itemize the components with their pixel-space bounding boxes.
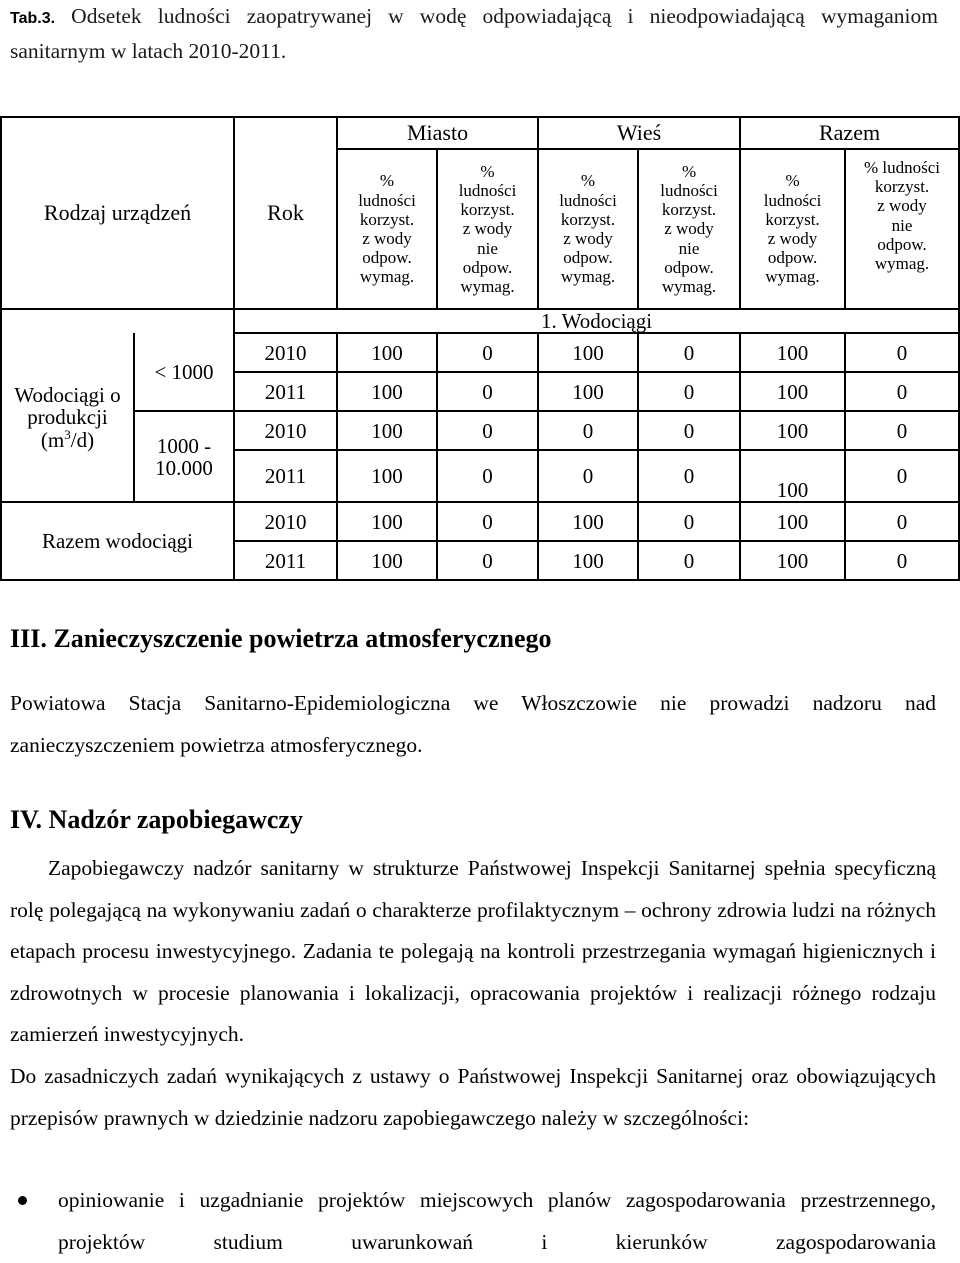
cell-value: 0 [638, 502, 740, 541]
cell-year: 2011 [234, 541, 337, 580]
cell-year: 2010 [234, 411, 337, 450]
razem-wodociagi-label: Razem wodociągi [1, 502, 234, 580]
cell-year: 2011 [234, 372, 337, 411]
header-miasto: Miasto [337, 117, 538, 149]
cell-value: 0 [538, 411, 638, 450]
cell-value: 0 [437, 333, 538, 372]
cell-value: 100 [740, 372, 845, 411]
cell-value: 100 [538, 333, 638, 372]
cell-year: 2011 [234, 450, 337, 502]
task-list [10, 1180, 936, 1263]
col-header-razem-odp: % ludności korzyst. z wody odpow. wymag. [740, 149, 845, 309]
cell-value: 0 [638, 333, 740, 372]
col-header-wies-nieodp: % ludności korzyst. z wody nie odpow. wymag. [638, 149, 740, 309]
col-header-miasto-nieodp: % ludności korzyst. z wody nie odpow. wymag. [437, 149, 538, 309]
cell-value: 0 [638, 372, 740, 411]
cell-value: 100 [740, 411, 845, 450]
paragraph-section-iii: Powiatowa Stacja Sanitarno-Epidemiologiczna we Włoszczowie nie prowadzi nadzoru nad zanieczyszczeniem powietrza atmosferycznego. [10, 691, 936, 757]
list-item: opiniowanie i uzgadnianie projektów miejscowych planów zagospodarowania przestrzennego, projektów studium uwarunkowań i kierunków zagospodarowania [10, 1180, 936, 1263]
cell-value: 0 [638, 541, 740, 580]
cell-value: 100 [538, 541, 638, 580]
cell-value: 100 [740, 333, 845, 372]
cell-value: 100 [538, 502, 638, 541]
header-wies: Wieś [538, 117, 740, 149]
cell-value: 100 [337, 372, 437, 411]
cell-value: 100 [740, 450, 845, 502]
cell-value: 0 [437, 541, 538, 580]
cell-value: 0 [845, 450, 959, 502]
table-title: Odsetek ludności zaopatrywanej w wodę odpowiadającą i nieodpowiadającą wymaganiom sanitarnym w latach 2010-2011. [10, 4, 938, 63]
section-label-wodociagi: 1. Wodociągi [234, 309, 959, 333]
paragraph-section-iv-1: Zapobiegawczy nadzór sanitarny w strukturze Państwowej Inspekcji Sanitarnej spełnia specyficzną rolę polegającą na wykonywaniu zadań o charakterze profilaktycznym – ochrony zdrowia ludzi na różnych etapach procesu inwestycyjnego. Zadania te polegają na kontroli przestrzegania wymagań higienicznych i zdrowotnych w procesie planowania i lokalizacji, opracowania projektów i realizacji różnego rodzaju zamierzeń inwestycyjnych. [10, 856, 936, 1047]
cell-value: 100 [337, 502, 437, 541]
table-row [1, 333, 959, 372]
spacer-cell [1, 309, 234, 333]
cell-value: 0 [845, 333, 959, 372]
header-rodzaj-urzadzen: Rodzaj urządzeń [1, 117, 234, 309]
header-razem: Razem [740, 117, 959, 149]
group-label-wodociagi: Wodociągi o produkcji $(m^3/d)$ [1, 333, 134, 502]
cell-value: 0 [845, 502, 959, 541]
table-row [1, 411, 959, 450]
table-caption [10, 0, 938, 68]
header-rok: Rok [234, 117, 337, 309]
section-heading-iv: IV. Nadzór zapobiegawczy [10, 805, 303, 834]
cell-value: 0 [437, 411, 538, 450]
table-row [1, 502, 959, 541]
cell-value: 0 [845, 411, 959, 450]
sub-label-lt-1000: < 1000 [134, 333, 234, 411]
cell-value: 0 [437, 450, 538, 502]
cell-value: 0 [638, 450, 740, 502]
cell-value: 100 [740, 541, 845, 580]
cell-value: 100 [337, 450, 437, 502]
cell-year: 2010 [234, 502, 337, 541]
cell-value: 0 [437, 372, 538, 411]
col-header-miasto-odp: % ludności korzyst. z wody odpow. wymag. [337, 149, 437, 309]
cell-year: 2010 [234, 333, 337, 372]
cell-value: 100 [337, 541, 437, 580]
col-header-wies-odp: % ludności korzyst. z wody odpow. wymag. [538, 149, 638, 309]
cell-value: 0 [845, 372, 959, 411]
sub-label-1000-10000: 1000 - 10.000 [134, 411, 234, 502]
cell-value: 0 [437, 502, 538, 541]
water-supply-table [0, 116, 960, 581]
table-number: Tab.3. [10, 10, 56, 27]
cell-value: 100 [337, 411, 437, 450]
col-header-razem-nieodp: % ludności korzyst. z wody nie odpow. wymag. [845, 149, 959, 309]
section-heading-iii: III. Zanieczyszczenie powietrza atmosferycznego [10, 624, 552, 653]
cell-value: 100 [740, 502, 845, 541]
cell-value: 0 [538, 450, 638, 502]
cell-value: 100 [538, 372, 638, 411]
paragraph-section-iv-2: Do zasadniczych zadań wynikających z ustawy o Państwowej Inspekcji Sanitarnej oraz obowiązujących przepisów prawnych w dziedzinie nadzoru zapobiegawczego należy w szczególności: [10, 1064, 936, 1130]
cell-value: 0 [638, 411, 740, 450]
bullet-icon [18, 1196, 27, 1205]
cell-value: 0 [845, 541, 959, 580]
cell-value: 100 [337, 333, 437, 372]
